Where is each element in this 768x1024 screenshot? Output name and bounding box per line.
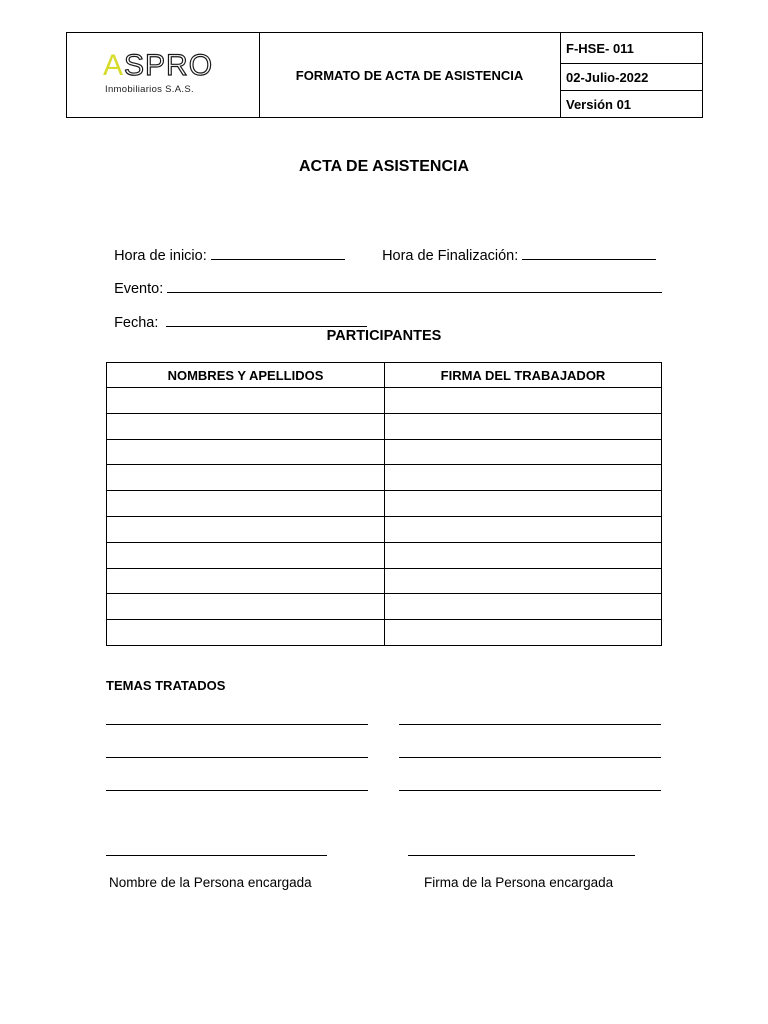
page-title: ACTA DE ASISTENCIA: [298, 158, 470, 175]
table-row: [107, 542, 662, 568]
table-row: [107, 491, 662, 517]
name-cell[interactable]: [107, 516, 385, 542]
table-row: [107, 594, 662, 620]
date-blank[interactable]: [166, 312, 367, 327]
end-time-blank[interactable]: [522, 245, 656, 260]
signature-label: Firma de la Persona encargada: [424, 875, 614, 890]
signature-cell[interactable]: [385, 388, 662, 414]
name-cell[interactable]: [107, 439, 385, 465]
logo-cell: [67, 33, 260, 117]
table-row: [107, 465, 662, 491]
topic-line[interactable]: [106, 757, 368, 758]
topics-title: TEMAS TRATADOS: [106, 678, 226, 693]
form-date: 02-Julio-2022: [561, 64, 702, 91]
name-signature-line[interactable]: [106, 855, 327, 856]
form-version: Versión 01: [566, 96, 632, 112]
signature-cell[interactable]: [385, 568, 662, 594]
document-header: [66, 32, 703, 118]
name-cell[interactable]: [107, 388, 385, 414]
date-label: Fecha:: [114, 315, 159, 331]
table-row: [107, 388, 662, 414]
table-row: [107, 413, 662, 439]
topic-line[interactable]: [399, 724, 661, 725]
signature-line[interactable]: [408, 855, 635, 856]
name-cell[interactable]: [107, 491, 385, 517]
signature-cell[interactable]: [385, 491, 662, 517]
topic-line[interactable]: [106, 790, 368, 791]
event-blank[interactable]: [167, 278, 662, 293]
name-cell[interactable]: [107, 594, 385, 620]
signature-cell[interactable]: [385, 620, 662, 646]
topic-line[interactable]: [106, 724, 368, 725]
start-time-blank[interactable]: [211, 245, 345, 260]
signature-cell[interactable]: [385, 413, 662, 439]
end-time-label: Hora de Finalización:: [382, 248, 519, 264]
form-title: FORMATO DE ACTA DE ASISTENCIA: [259, 33, 561, 117]
signature-cell[interactable]: [385, 439, 662, 465]
signature-cell[interactable]: [385, 516, 662, 542]
company-logo: ASPRO: [103, 49, 214, 82]
end-time-field: [374, 229, 656, 264]
date-field: [106, 296, 367, 331]
table-header-row: [107, 363, 662, 388]
name-cell[interactable]: [107, 568, 385, 594]
name-cell[interactable]: [107, 465, 385, 491]
column-header-name: NOMBRES Y APELLIDOS: [107, 363, 385, 388]
participants-title: PARTICIPANTES: [326, 328, 442, 344]
start-time-label: Hora de inicio:: [114, 248, 207, 264]
table-row: [107, 439, 662, 465]
name-cell[interactable]: [107, 542, 385, 568]
signature-cell[interactable]: [385, 594, 662, 620]
topic-line[interactable]: [399, 790, 661, 791]
name-cell[interactable]: [107, 413, 385, 439]
column-header-signature: FIRMA DEL TRABAJADOR: [385, 363, 662, 388]
event-field: [106, 262, 662, 297]
signature-cell[interactable]: [385, 465, 662, 491]
name-signature-label: Nombre de la Persona encargada: [109, 875, 312, 890]
topic-line[interactable]: [399, 757, 661, 758]
start-time-field: [106, 229, 345, 264]
event-label: Evento:: [114, 281, 164, 297]
logo-subtitle: Inmobiliarios S.A.S.: [105, 84, 194, 95]
table-row: [107, 516, 662, 542]
signature-cell[interactable]: [385, 542, 662, 568]
form-code: F-HSE- 011: [561, 33, 702, 64]
name-cell[interactable]: [107, 620, 385, 646]
participants-table: [106, 362, 662, 646]
table-row: [107, 568, 662, 594]
table-row: [107, 620, 662, 646]
